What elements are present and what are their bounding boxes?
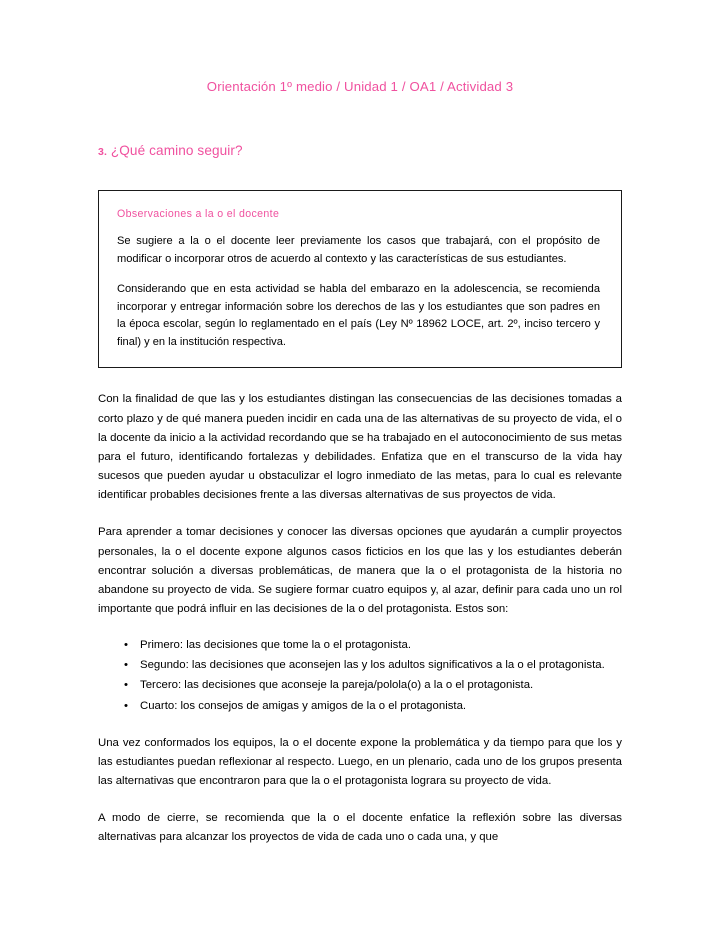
list-item-label: Cuarto: los consejos de amigas y amigos de la o el protagonista. <box>140 699 467 712</box>
bullet-icon: • <box>124 659 128 672</box>
list-item <box>98 656 622 675</box>
body-paragraph-1: Con la finalidad de que las y los estudiantes distingan las consecuencias de las decisiones tomadas a corto plazo y de qué manera pueden incidir en cada una de las alternativas de su proyecto de vida, el o la docente da inicio a la actividad recordando que se ha trabajado en el autoconocimiento de sus metas para el futuro, identificando fortalezas y debilidades. Enfatiza que en el transcurso de la vida hay sucesos que pueden ayudar u obstaculizar el logro inmediato de las metas, para lo cual es relevante identificar probables decisiones frente a las diversas alternativas de sus proyectos de vida. <box>98 393 622 502</box>
list-item <box>98 697 622 716</box>
breadcrumb: Orientación 1º medio / Unidad 1 / OA1 / Actividad 3 <box>206 79 514 94</box>
list-item-label: Primero: las decisiones que tome la o el protagonista. <box>140 639 411 652</box>
observations-paragraph-1: Se sugiere a la o el docente leer previamente los casos que trabajará, con el propósito de modificar o incorporar otros de acuerdo al contexto y las características de sus estudiantes. <box>117 234 600 265</box>
list-item-label: Segundo: las decisiones que aconsejen las y los adultos significativos a la o el protagonista. <box>140 659 605 672</box>
list-item <box>98 676 622 695</box>
list-item <box>98 636 622 655</box>
document-content <box>98 0 622 848</box>
bullet-icon: • <box>124 639 128 652</box>
bullet-icon: • <box>124 679 128 692</box>
body-paragraph-4: A modo de cierre, se recomienda que la o el docente enfatice la reflexión sobre las diversas alternativas para alcanzar los proyectos de vida de cada uno o cada una, y que <box>98 812 622 844</box>
bullet-icon: • <box>124 699 128 712</box>
observations-title: Observaciones a la o el docente <box>117 207 280 220</box>
observations-paragraph-2: Considerando que en esta actividad se habla del embarazo en la adolescencia, se recomienda incorporar y entregar información sobre los derechos de las y los estudiantes que son padres en la época escolar, según lo reglamentado en el país (Ley Nº 18962 LOCE, art. 2º, inciso tercero y final) y en la institución respectiva. <box>117 282 600 349</box>
body-paragraph-3: Una vez conformados los equipos, la o el docente expone la problemática y da tiempo para que los y las estudiantes puedan reflexionar al respecto. Luego, en un plenario, cada uno de los grupos presenta las alternativas que encontraron para que la o el protagonista lograra su proyecto de vida. <box>98 736 622 788</box>
section-heading <box>98 142 622 160</box>
list-item-label: Tercero: las decisiones que aconseje la pareja/polola(o) a la o el protagonista. <box>140 679 534 692</box>
roles-bullet-list <box>98 636 622 716</box>
observations-callout-box <box>98 190 622 369</box>
page-title: ¿Qué camino seguir? <box>110 143 243 159</box>
section-number: 3. <box>98 146 107 159</box>
body-paragraph-2: Para aprender a tomar decisiones y conocer las diversas opciones que ayudarán a cumplir proyectos personales, la o el docente expone algunos casos ficticios en los que las y los estudiantes deberán encontrar solución a diversas problemáticas, de manera que la o el protagonista de la historia no abandone su proyecto de vida. Se sugiere formar cuatro equipos y, al azar, definir para cada uno un rol importante que podrá influir en las decisiones de la o del protagonista. Estos son: <box>98 526 622 615</box>
